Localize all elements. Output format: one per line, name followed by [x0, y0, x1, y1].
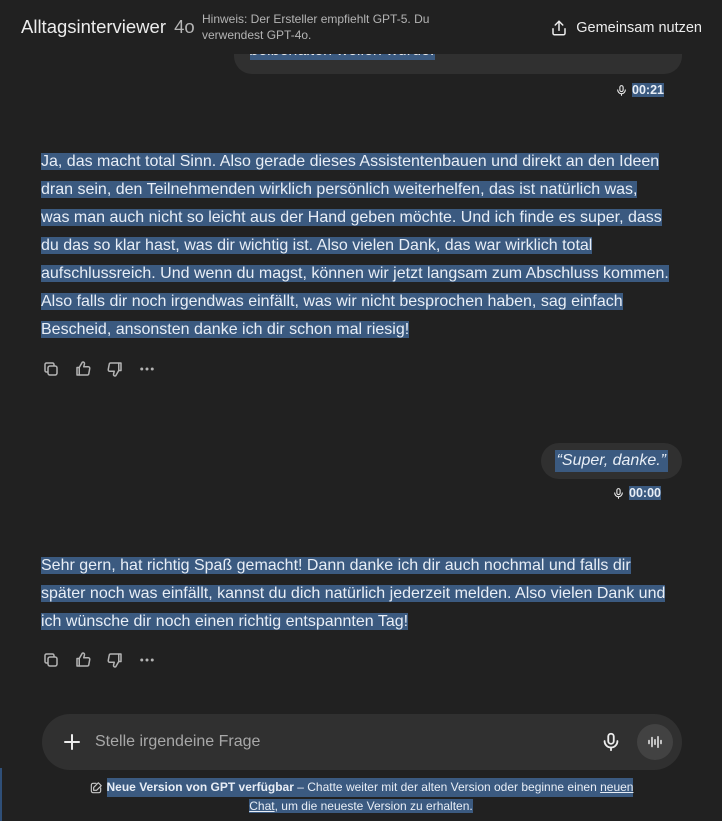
version-notice-text-1: – Chatte weiter mit der alten Version oder beginne einen — [293, 780, 601, 794]
share-icon — [550, 19, 568, 37]
assistant-message-1 — [41, 148, 687, 344]
assistant-1-line: Bescheid, ansonsten danke ich dir schon mal riesig! — [41, 321, 410, 338]
copy-icon[interactable] — [42, 360, 60, 378]
more-icon[interactable] — [138, 360, 156, 378]
user-message-bubble-2 — [541, 443, 682, 479]
more-icon[interactable] — [138, 651, 156, 669]
user-message-2-text: “Super, danke.” — [555, 450, 668, 472]
copy-icon[interactable] — [42, 651, 60, 669]
message-composer — [42, 714, 682, 770]
version-notice — [0, 778, 722, 816]
voice-waveform-icon — [646, 733, 664, 751]
message-actions-2 — [42, 651, 156, 669]
version-notice-bold: Neue Version von GPT verfügbar — [106, 780, 294, 794]
voice-duration-1-text: 00:21 — [632, 83, 664, 97]
thumbs-down-icon[interactable] — [106, 360, 124, 378]
assistant-1-line: was man auch nicht so leicht aus der Hand geben möchte. Und ich finde es super, dass — [41, 209, 662, 226]
new-chat-link[interactable]: neuen — [600, 780, 634, 794]
new-chat-link-continued[interactable]: Chat — [249, 799, 275, 813]
prompt-input[interactable] — [95, 729, 575, 755]
assistant-2-line: ich wünsche dir noch einen richtig entspannten Tag! — [41, 613, 409, 630]
version-notice-text-2: , um die neueste Version zu erhalten. — [274, 799, 473, 813]
add-attachment-button[interactable] — [60, 730, 84, 754]
model-label: 4o — [174, 16, 195, 37]
microphone-icon — [612, 487, 625, 500]
thumbs-up-icon[interactable] — [74, 651, 92, 669]
assistant-1-line: aufschlussreich. Und wenn du magst, können wir jetzt langsam zum Abschluss kommen. — [41, 265, 669, 282]
share-label: Gemeinsam nutzen — [576, 20, 702, 36]
gpt-title[interactable] — [21, 16, 195, 38]
gpt-name: Alltagsinterviewer — [21, 16, 166, 37]
share-button[interactable] — [550, 16, 702, 40]
assistant-message-2 — [41, 552, 687, 636]
plus-icon — [60, 730, 84, 754]
voice-duration-1 — [615, 83, 664, 97]
assistant-2-line: Sehr gern, hat richtig Spaß gemacht! Dann danke ich dir auch nochmal und falls dir — [41, 557, 631, 574]
assistant-1-line: Ja, das macht total Sinn. Also gerade dieses Assistentenbauen und direkt an den Ideen — [41, 153, 660, 170]
assistant-1-line: dran sein, den Teilnehmenden wirklich persönlich weiterhelfen, das ist natürlich was, — [41, 181, 638, 198]
microphone-icon — [615, 84, 628, 97]
dictate-button[interactable] — [600, 731, 622, 753]
top-bar — [0, 0, 722, 54]
voice-duration-2 — [612, 486, 661, 500]
message-actions-1 — [42, 360, 156, 378]
assistant-1-line: Also falls dir noch irgendwas einfällt, was wir nicht besprochen haben, sag einfach — [41, 293, 623, 310]
model-hint: Hinweis: Der Ersteller empfiehlt GPT-5. Du verwendest GPT-4o. — [202, 12, 430, 42]
assistant-1-line: du das so klar hast, was dir wichtig ist. Also vielen Dank, das war wirklich total — [41, 237, 593, 254]
thumbs-down-icon[interactable] — [106, 651, 124, 669]
thumbs-up-icon[interactable] — [74, 360, 92, 378]
new-chat-icon — [89, 781, 103, 795]
window-edge — [0, 768, 2, 821]
voice-mode-button[interactable] — [637, 724, 673, 760]
microphone-icon — [600, 731, 622, 753]
voice-duration-2-text: 00:00 — [629, 486, 661, 500]
assistant-2-line: später noch was einfällt, kannst du dich natürlich jederzeit melden. Also vielen Dank und — [41, 585, 666, 602]
